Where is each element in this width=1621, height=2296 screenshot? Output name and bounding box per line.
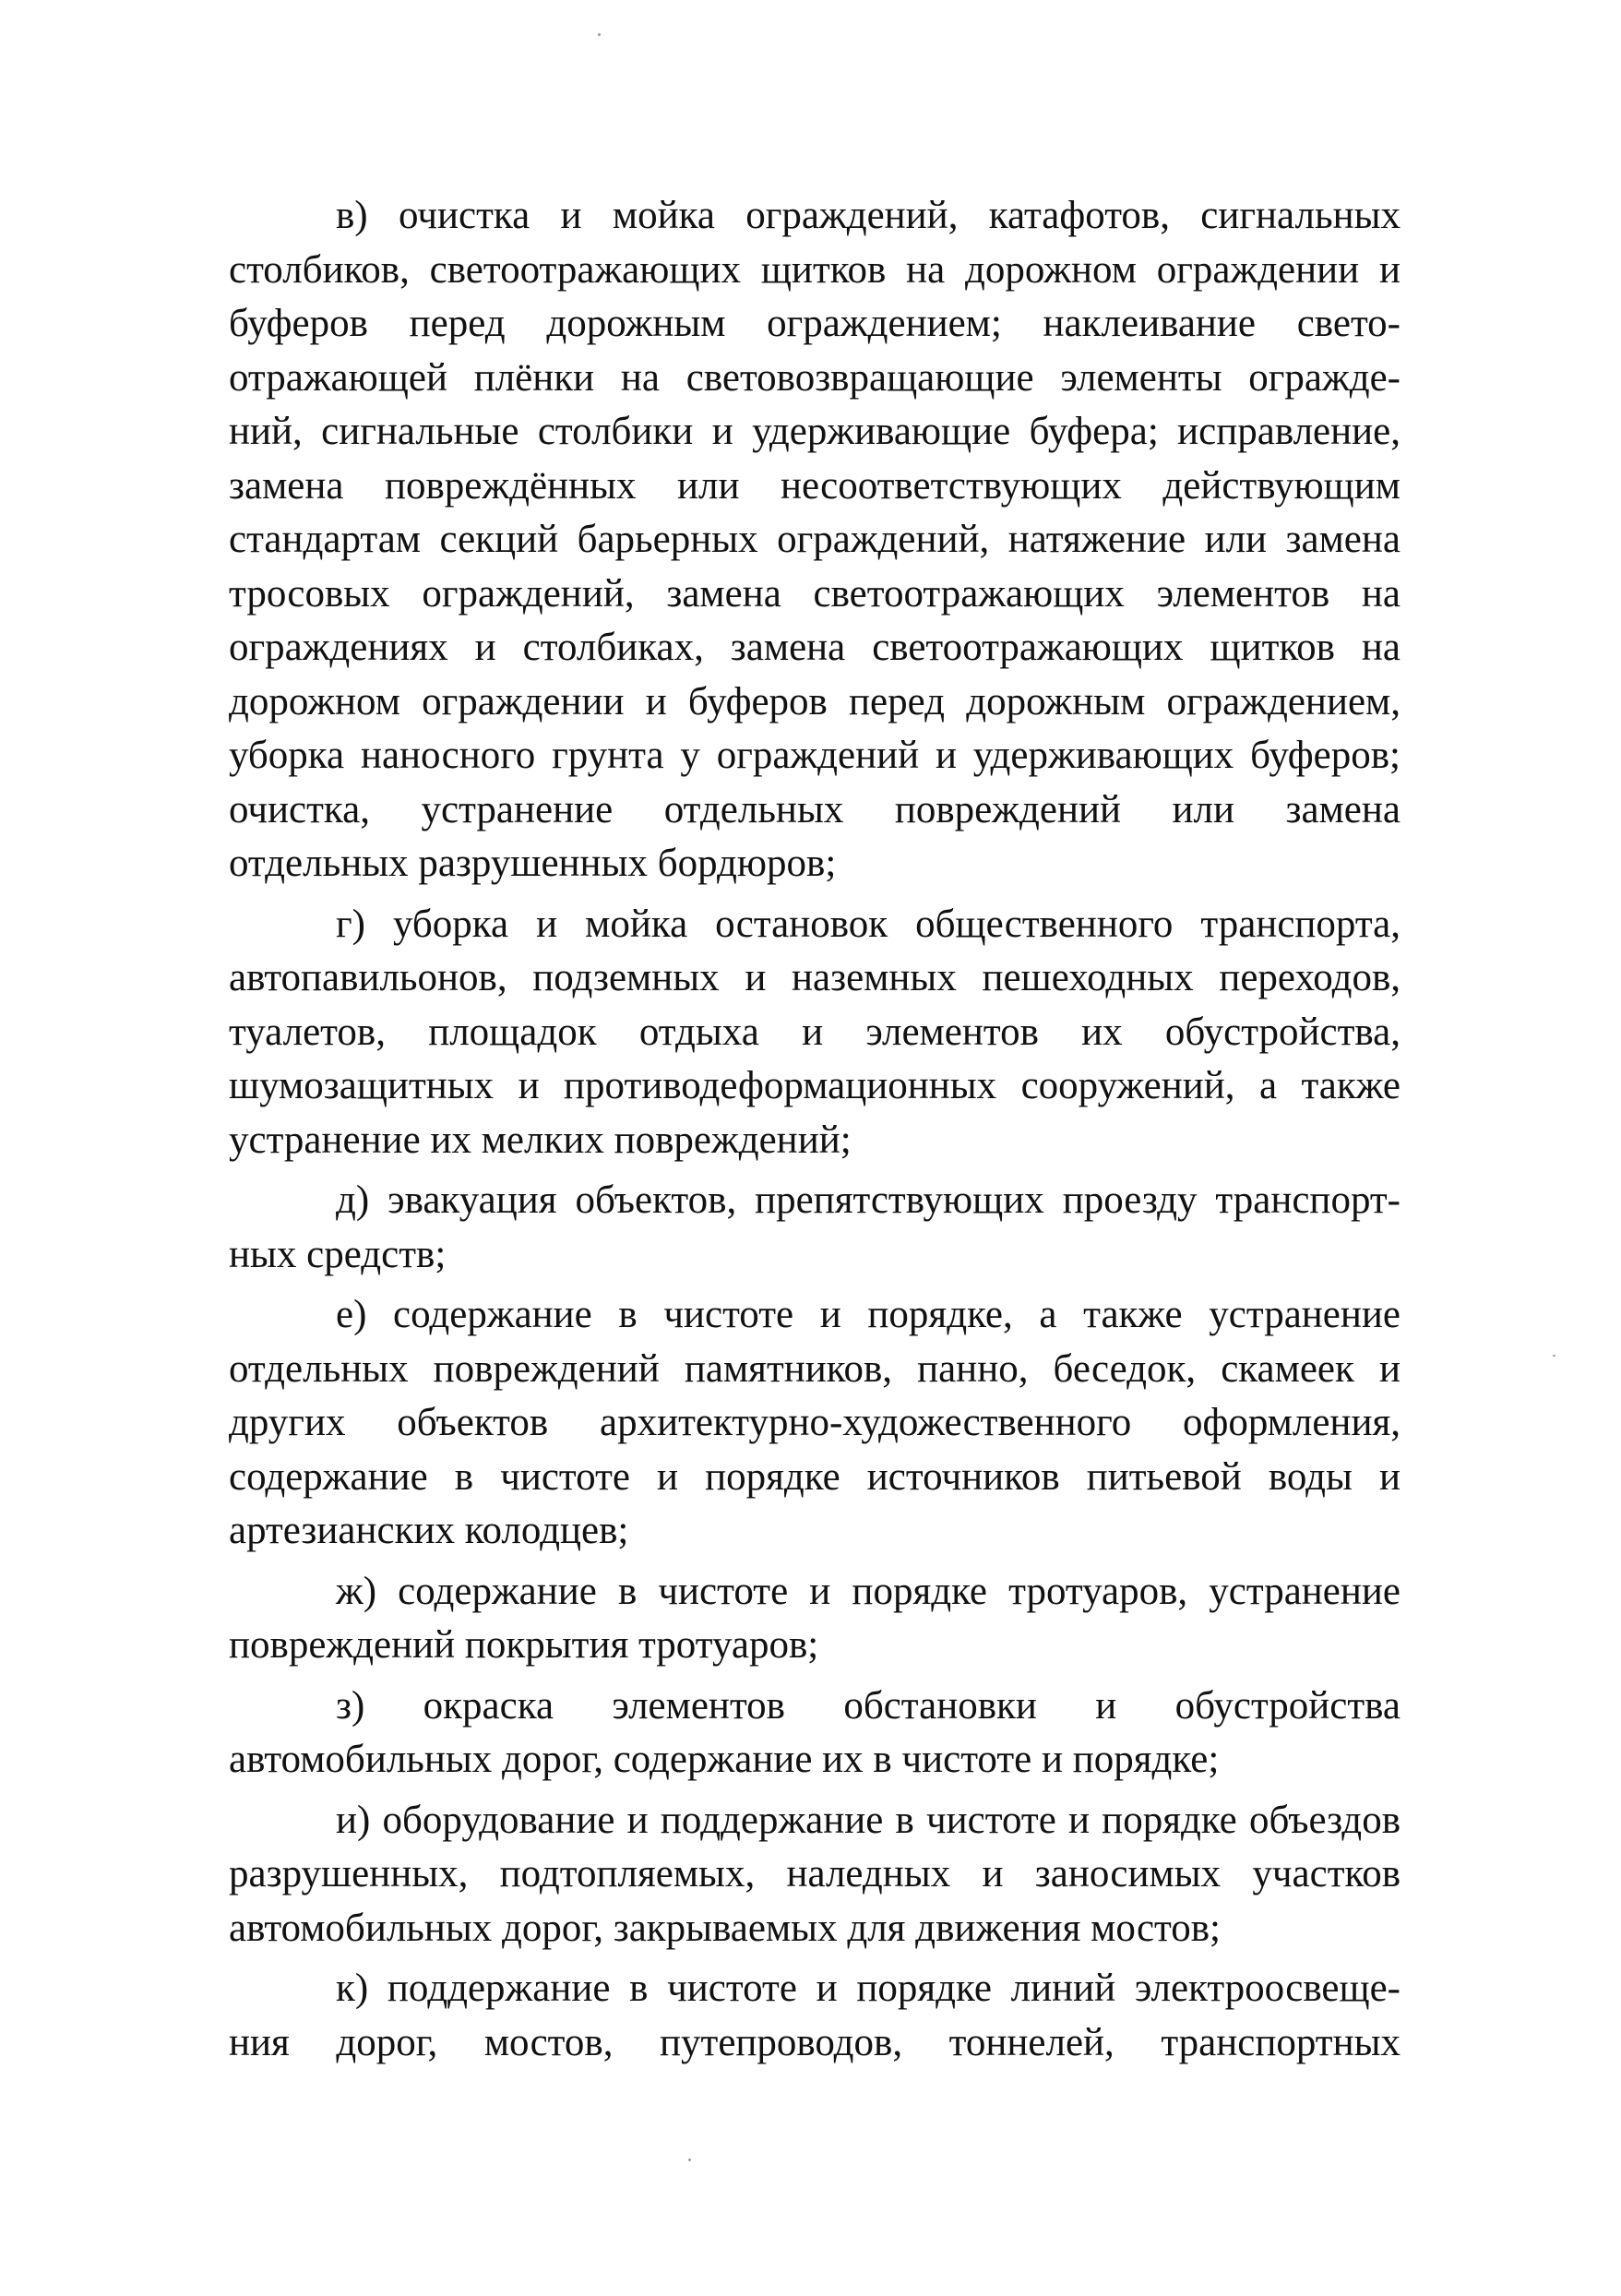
text-line: г) уборка и мойка остановок общественного транспорта, — [336, 902, 1400, 946]
text-line: уборка наносного грунта у ограждений и удерживающих буферов; — [229, 734, 1400, 777]
text-line: замена повреждённых или несоответствующих действующим — [229, 463, 1400, 508]
text-line: очистка, устранение отдельных повреждений или замена — [229, 787, 1400, 831]
text-line: отдельных разрушенных бордюров; — [229, 842, 837, 885]
text-line: е) содержание в чистоте и порядке, а также устранение — [336, 1293, 1400, 1336]
text-line: автомобильных дорог, содержание их в чистоте и порядке; — [229, 1738, 1220, 1781]
paragraph-g — [229, 898, 1400, 1168]
paragraph-v — [229, 189, 1400, 891]
document-body — [229, 189, 1400, 2076]
text-line: отдельных повреждений памятников, панно, беседок, скамеек и — [229, 1346, 1400, 1391]
paragraph-i — [229, 1794, 1400, 1956]
text-line: столбиков, светоотражающих щитков на дорожном ограждении и — [229, 247, 1400, 292]
text-line: к) поддержание в чистоте и порядке линий электроосвеще- — [336, 1967, 1400, 2010]
text-line: разрушенных, подтопляемых, наледных и заносимых участков — [229, 1852, 1400, 1895]
scan-speck — [598, 33, 601, 36]
text-line: ограждениях и столбиках, замена светоотражающих щитков на — [229, 626, 1400, 669]
text-line: д) эвакуация объектов, препятствующих проезду транспорт- — [336, 1178, 1400, 1222]
scan-speck — [1553, 1355, 1555, 1357]
text-line: шумозащитных и противодеформационных сооружений, а также — [229, 1064, 1400, 1107]
text-line: артезианских колодцев; — [229, 1509, 629, 1552]
paragraph-z — [229, 1680, 1400, 1788]
text-line: автомобильных дорог, закрываемых для движения мостов; — [229, 1906, 1221, 1950]
paragraph-k — [229, 1962, 1400, 2070]
scan-speck — [688, 2158, 691, 2161]
text-line: ж) содержание в чистоте и порядке тротуаров, устранение — [336, 1569, 1400, 1613]
text-line: тросовых ограждений, замена светоотражающих элементов на — [229, 571, 1400, 616]
text-line: и) оборудование и поддержание в чистоте и порядке объездов — [336, 1798, 1400, 1842]
paragraph-d — [229, 1174, 1400, 1282]
paragraph-zh — [229, 1565, 1400, 1673]
text-line: дорожном ограждении и буферов перед дорожным ограждением, — [229, 679, 1400, 723]
text-line: буферов перед дорожным ограждением; наклеивание свето- — [229, 302, 1400, 345]
paragraph-e — [229, 1288, 1400, 1559]
text-line: содержание в чистоте и порядке источников питьевой воды и — [229, 1454, 1400, 1499]
text-line: повреждений покрытия тротуаров; — [229, 1623, 819, 1667]
text-line: других объектов архитектурно-художественного оформления, — [229, 1401, 1400, 1444]
text-line: з) окраска элементов обстановки и обустройства — [336, 1683, 1400, 1728]
text-line: туалетов, площадок отдыха и элементов их обустройства, — [229, 1010, 1400, 1054]
text-line: ния дорог, мостов, путепроводов, тоннелей, транспортных — [229, 2020, 1400, 2064]
text-line: автопавильонов, подземных и наземных пешеходных переходов, — [229, 956, 1400, 999]
text-line: отражающей плёнки на световозвращающие элементы огражде- — [229, 355, 1400, 400]
text-line: ний, сигнальные столбики и удерживающие буфера; исправление, — [229, 410, 1400, 453]
text-line: стандартам секций барьерных ограждений, натяжение или замена — [229, 518, 1400, 561]
text-line: устранение их мелких повреждений; — [229, 1118, 852, 1162]
text-line: ных средств; — [229, 1232, 447, 1276]
text-line: в) очистка и мойка ограждений, катафотов, сигнальных — [336, 194, 1400, 237]
